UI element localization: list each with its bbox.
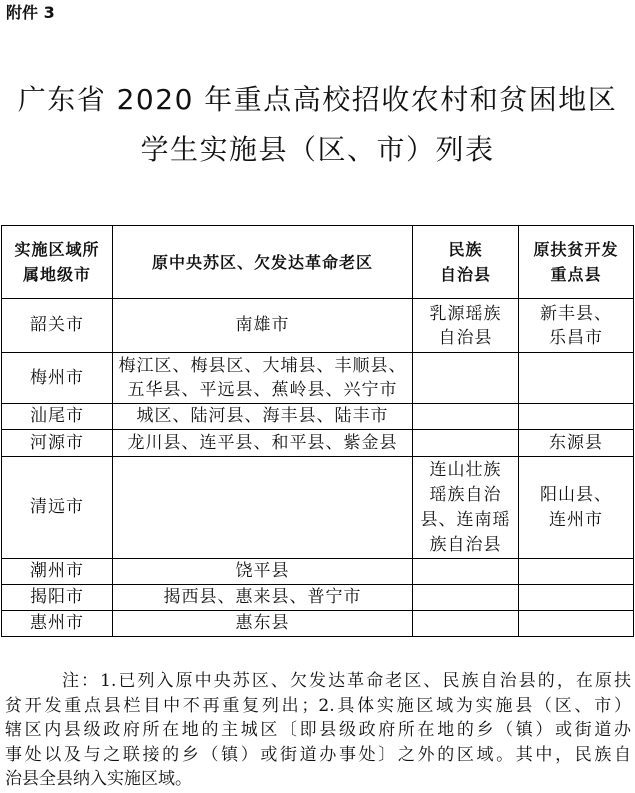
cell-city: 梅州市 xyxy=(2,353,113,404)
table-row xyxy=(2,585,634,611)
cell-soviet-old-areas: 龙川县、连平县、和平县、紫金县 xyxy=(113,430,413,457)
cell-soviet-old-areas: 城区、陆河县、海丰县、陆丰市 xyxy=(113,404,413,430)
footnote xyxy=(5,669,631,792)
footnote-line: 治县全县纳入实施区域。 xyxy=(5,769,192,789)
title-line-1: 广东省 2020 年重点高校招收农村和贫困地区 xyxy=(17,83,618,116)
cell-ethnic-autonomous xyxy=(413,404,519,430)
cell-poverty-counties: 新丰县、 乐昌市 xyxy=(519,299,634,353)
cell-poverty-counties xyxy=(519,353,634,404)
footnote-line: 注：1.已列入原中央苏区、欠发达革命老区、民族自治县的，在原扶 xyxy=(62,671,631,691)
cell-ethnic-autonomous xyxy=(413,559,519,585)
cell-poverty-counties xyxy=(519,559,634,585)
cell-ethnic-autonomous xyxy=(413,611,519,637)
cell-poverty-counties: 东源县 xyxy=(519,430,634,457)
cell-soviet-old-areas: 梅江区、梅县区、大埔县、丰顺县、 五华县、平远县、蕉岭县、兴宁市 xyxy=(113,353,413,404)
cell-poverty-counties: 阳山县、 连州市 xyxy=(519,457,634,559)
cell-poverty-counties xyxy=(519,611,634,637)
cell-ethnic-autonomous xyxy=(413,430,519,457)
cell-ethnic-autonomous xyxy=(413,585,519,611)
cell-poverty-counties xyxy=(519,404,634,430)
cell-city: 韶关市 xyxy=(2,299,113,353)
cell-ethnic-autonomous xyxy=(413,353,519,404)
attachment-label: 附件 3 xyxy=(6,3,55,22)
cell-soviet-old-areas: 惠东县 xyxy=(113,611,413,637)
footnote-line: 贫开发重点县栏目中不再重复列出；2.具体实施区域为实施县（区、市） xyxy=(5,695,631,716)
cell-city: 河源市 xyxy=(2,430,113,457)
cell-ethnic-autonomous: 连山壮族 瑶族自治 县、连南瑶 族自治县 xyxy=(413,457,519,559)
table-row xyxy=(2,457,634,559)
county-table xyxy=(1,225,634,637)
header-ethnic-autonomous: 民族 自治县 xyxy=(413,226,519,299)
cell-soviet-old-areas xyxy=(113,457,413,559)
cell-city: 清远市 xyxy=(2,457,113,559)
header-poverty-counties: 原扶贫开发 重点县 xyxy=(519,226,634,299)
table-row xyxy=(2,299,634,353)
footnote-line: 辖区内县级政府所在地的主城区〔即县级政府所在地的乡（镇）或街道办 xyxy=(5,720,631,740)
table-row xyxy=(2,430,634,457)
title-line-2: 学生实施县（区、市）列表 xyxy=(140,133,495,166)
table-row xyxy=(2,559,634,585)
cell-soviet-old-areas: 南雄市 xyxy=(113,299,413,353)
cell-ethnic-autonomous: 乳源瑶族 自治县 xyxy=(413,299,519,353)
header-city: 实施区域所 属地级市 xyxy=(2,226,113,299)
table-row xyxy=(2,353,634,404)
cell-city: 惠州市 xyxy=(2,611,113,637)
table-header-row xyxy=(2,226,634,299)
header-soviet-old-areas: 原中央苏区、欠发达革命老区 xyxy=(113,226,413,299)
cell-city: 揭阳市 xyxy=(2,585,113,611)
table-row xyxy=(2,404,634,430)
cell-soviet-old-areas: 揭西县、惠来县、普宁市 xyxy=(113,585,413,611)
cell-poverty-counties xyxy=(519,585,634,611)
table-row xyxy=(2,611,634,637)
document-title xyxy=(0,75,635,175)
footnote-line: 事处以及与之联接的乡（镇）或街道办事处〕之外的区域。其中，民族自 xyxy=(5,744,631,765)
cell-soviet-old-areas: 饶平县 xyxy=(113,559,413,585)
cell-city: 潮州市 xyxy=(2,559,113,585)
cell-city: 汕尾市 xyxy=(2,404,113,430)
